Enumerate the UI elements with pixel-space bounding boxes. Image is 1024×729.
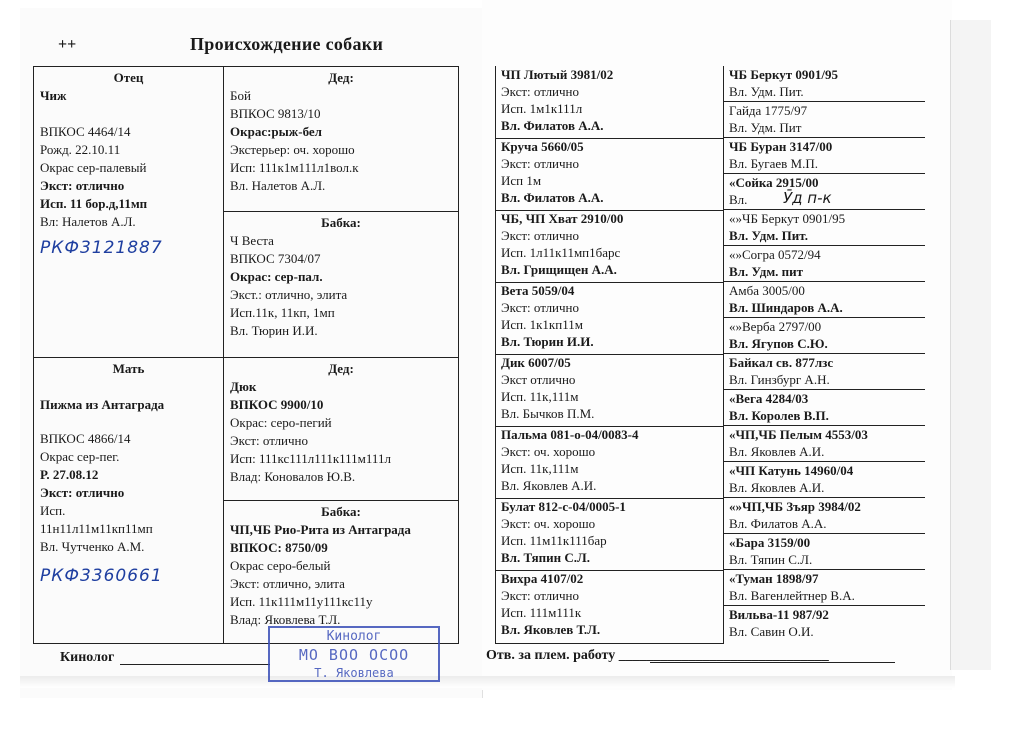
ggg-sire-name: «ЧП,ЧБ Пелым 4553/03 xyxy=(729,427,868,442)
grandmother-maternal-line: Исп. 11к111м11у111кс11у xyxy=(230,594,373,609)
father-line: Рожд. 22.10.11 xyxy=(40,142,121,157)
grandfather-paternal-line: ВПКОС 9813/10 xyxy=(230,106,321,121)
ggg-sire-owner: Вл. Удм. Пит. xyxy=(729,228,808,243)
great-grandparents-grid xyxy=(495,66,925,644)
gg-line: Вихра 4107/02 xyxy=(501,571,584,586)
father-line: Окрас сер-палевый xyxy=(40,160,147,175)
gg-line: Исп. 11к,111м xyxy=(501,461,579,476)
grid-bottom-border xyxy=(495,643,723,644)
father-heading: Отец xyxy=(113,70,144,85)
grandmother-paternal-line: ВПКОС 7304/07 xyxy=(230,251,321,266)
grandmother-maternal-heading: Бабка: xyxy=(321,504,361,519)
page-title: Происхождение собаки xyxy=(190,34,384,54)
gg-line: Исп. 111м111к xyxy=(501,605,582,620)
gg-line: Вл. Тюрин И.И. xyxy=(501,334,594,349)
gg-line: Вл. Бычков П.М. xyxy=(501,406,595,421)
grandmother-paternal-line: Вл. Тюрин И.И. xyxy=(230,323,318,338)
grandfather-paternal-line: Бой xyxy=(230,88,251,103)
grandfather-maternal-line: Экст: отлично xyxy=(230,433,309,448)
mother-line: Экст: отлично xyxy=(40,485,125,500)
ggg-dam-owner: Вл. Яковлев А.И. xyxy=(729,480,825,495)
grandfather-maternal-line: Окрас: серо-пегий xyxy=(230,415,332,430)
gg-line: Булат 812-с-04/0005-1 xyxy=(501,499,626,514)
grandfather-maternal-heading: Дед: xyxy=(328,361,354,376)
kinolog-signature-line xyxy=(120,664,270,665)
gg-line: Экст: оч. хорошо xyxy=(501,444,596,459)
gg-line: Исп 1м xyxy=(501,173,542,188)
mother-name: Пижма из Антаграда xyxy=(40,397,165,412)
ggg-sire-name: «»ЧБ Беркут 0901/95 xyxy=(729,211,846,226)
gg-line: Пальма 081-о-04/0083-4 xyxy=(501,427,639,442)
header-plus: ++ xyxy=(58,36,77,53)
handwritten-owner-icon: Ӯд п-к xyxy=(783,189,832,207)
grandmother-maternal-line: Влад: Яковлева Т.Л. xyxy=(230,612,341,627)
ggg-dam-name: Гайда 1775/97 xyxy=(729,103,808,118)
gg-line: Исп. 1м1к111л xyxy=(501,101,583,116)
father-line: Исп. 11 бор.д,11мп xyxy=(40,196,148,211)
gg-line: Вл. Тяпин С.Л. xyxy=(501,550,590,565)
page-edge xyxy=(950,20,991,670)
grandfather-paternal-heading: Дед: xyxy=(328,70,354,85)
ggg-sire-name: «Туман 1898/97 xyxy=(729,571,819,586)
gg-line: Исп. 11м11к111бар xyxy=(501,533,607,548)
gg-line: Круча 5660/05 xyxy=(501,139,584,154)
stamp-line: Т. Яковлева xyxy=(314,666,394,680)
grandfather-paternal-line: Исп: 111к1м111л1вол.к xyxy=(230,160,359,175)
ggg-sire-owner: Вл. Филатов А.А. xyxy=(729,516,827,531)
gg-line: Экст: отлично xyxy=(501,228,580,243)
ggg-sire-name: Амба 3005/00 xyxy=(729,283,805,298)
grandmother-paternal-heading: Бабка: xyxy=(321,215,361,230)
grandfather-maternal-line: Дюк xyxy=(230,379,257,394)
grandmother-maternal-cell xyxy=(223,500,459,644)
ggg-sire-owner: Вл. Бугаев М.П. xyxy=(729,156,819,171)
gg-line: Вл. Филатов А.А. xyxy=(501,118,604,133)
ggg-dam-name: «ЧП Катунь 14960/04 xyxy=(729,463,854,478)
grandmother-paternal-line: Ч Веста xyxy=(230,233,274,248)
gg-line: Исп. 1л11к11мп1барс xyxy=(501,245,621,260)
grandmother-paternal-cell xyxy=(223,211,459,358)
ggg-dam-owner: Вл. Савин О.И. xyxy=(729,624,814,639)
mother-line: 11н11л11м11кп11мп xyxy=(40,521,153,536)
ggg-sire-owner: Вл. Шиндаров А.А. xyxy=(729,300,843,315)
kennel-stamp xyxy=(268,626,440,682)
gg-row xyxy=(495,498,925,570)
mother-line: Исп. xyxy=(40,503,66,518)
grandmother-maternal-line: ЧП,ЧБ Рио-Рита из Антаграда xyxy=(230,522,411,537)
gg-line: Экст: отлично xyxy=(501,84,580,99)
grandfather-maternal-line: Влад: Коновалов Ю.В. xyxy=(230,469,356,484)
ggg-sire-owner: Вл. Яковлев А.И. xyxy=(729,444,825,459)
ggg-dam-name: Вильва-11 987/92 xyxy=(729,607,829,622)
father-line: ВПКОС 4464/14 xyxy=(40,124,131,139)
ggg-dam-owner: Вл. Ягупов С.Ю. xyxy=(729,336,828,351)
gg-row xyxy=(495,210,925,282)
gg-row xyxy=(495,426,925,498)
ggg-dam-name: «Вега 4284/03 xyxy=(729,391,809,406)
gg-line: Вл. Яковлев А.И. xyxy=(501,478,597,493)
ggg-dam-owner: Вл. Тяпин С.Л. xyxy=(729,552,813,567)
ggg-sire-name: ЧБ Буран 3147/00 xyxy=(729,139,833,154)
grandmother-paternal-line: Экст.: отлично, элита xyxy=(230,287,348,302)
ggg-sire-name: Байкал св. 877лзс xyxy=(729,355,834,370)
father-cell xyxy=(33,66,224,358)
father-handwritten-number: РКФ3121887 xyxy=(40,238,163,258)
ggg-dam-owner: Вл. Удм. пит xyxy=(729,264,804,279)
ggg-sire-owner: Вл. Гинзбург А.Н. xyxy=(729,372,830,387)
grandfather-paternal-cell xyxy=(223,66,459,212)
mother-line: ВПКОС 4866/14 xyxy=(40,431,131,446)
ggg-sire-name: «»ЧП,ЧБ Зъяр 3984/02 xyxy=(729,499,861,514)
gg-line: ЧП Лютый 3981/02 xyxy=(501,67,614,82)
ggg-dam-name: «»Согра 0572/94 xyxy=(729,247,821,262)
grandfather-maternal-line: ВПКОС 9900/10 xyxy=(230,397,324,412)
grandmother-maternal-line: Окрас серо-белый xyxy=(230,558,331,573)
grandmother-paternal-line: Окрас: сер-пал. xyxy=(230,269,323,284)
grandmother-maternal-line: ВПКОС: 8750/09 xyxy=(230,540,328,555)
ggg-sire-owner: Вл. Удм. Пит. xyxy=(729,84,804,99)
mother-line: Окрас сер-пег. xyxy=(40,449,120,464)
ggg-sire-name: ЧБ Беркут 0901/95 xyxy=(729,67,839,82)
grandfather-maternal-cell xyxy=(223,357,459,501)
page-bottom-shadow xyxy=(20,676,955,688)
stamp-line: МО ВОО ОСОО xyxy=(298,646,410,664)
gg-row xyxy=(495,570,925,644)
gg-line: Дик 6007/05 xyxy=(501,355,571,370)
gg-line: Экст отлично xyxy=(501,372,576,387)
mother-line: Вл. Чутченко А.М. xyxy=(40,539,145,554)
father-name: Чиж xyxy=(40,88,67,103)
gg-line: Вл. Филатов А.А. xyxy=(501,190,604,205)
mother-cell xyxy=(33,357,224,644)
ggg-dam-name: «»Верба 2797/00 xyxy=(729,319,822,334)
stamp-line: Кинолог xyxy=(326,629,382,644)
mother-line: Р. 27.08.12 xyxy=(40,467,99,482)
ggg-dam-owner: Вл. Удм. Пит xyxy=(729,120,802,135)
grandfather-maternal-line: Исп: 111кс111л111к111м111л xyxy=(230,451,391,466)
gg-line: Экст: оч. хорошо xyxy=(501,516,596,531)
father-line: Вл: Налетов А.Л. xyxy=(40,214,136,229)
grandmother-paternal-line: Исп.11к, 11кп, 1мп xyxy=(230,305,335,320)
gg-line: Вл. Яковлев Т.Л. xyxy=(501,622,601,637)
mother-handwritten-number: РКФ3360661 xyxy=(40,566,163,586)
gg-line: Экст: отлично xyxy=(501,588,580,603)
grandmother-maternal-line: Экст: отлично, элита xyxy=(230,576,345,591)
gg-line: ЧБ, ЧП Хват 2910/00 xyxy=(501,211,624,226)
ggg-dam-owner: Вл. Королев В.П. xyxy=(729,408,829,423)
mother-heading: Мать xyxy=(112,361,145,376)
father-line: Экст: отлично xyxy=(40,178,125,193)
grandfather-paternal-line: Окрас:рыж-бел xyxy=(230,124,322,139)
ggg-dam-name: «Бара 3159/00 xyxy=(729,535,811,550)
gg-row xyxy=(495,66,925,138)
gg-line: Исп. 11к,111м xyxy=(501,389,579,404)
gg-line: Экст: отлично xyxy=(501,156,580,171)
gg-row xyxy=(495,138,925,210)
ggg-sire-owner: Вл. Вагенлейтнер В.А. xyxy=(729,588,855,603)
ggg-dam-name: «Сойка 2915/00 xyxy=(729,175,819,190)
kinolog-label: Кинолог xyxy=(60,650,115,665)
grandfather-paternal-line: Вл. Налетов А.Л. xyxy=(230,178,326,193)
gg-line: Вл. Грищищен А.А. xyxy=(501,262,617,277)
gg-row xyxy=(495,282,925,354)
grandfather-paternal-line: Экстерьер: оч. хорошо xyxy=(230,142,355,157)
gg-row xyxy=(495,354,925,426)
ggg-dam-owner: Вл. xyxy=(729,192,748,207)
responsible-label: Отв. за плем. работу ______________________________ xyxy=(486,648,829,663)
gg-line: Экст: отлично xyxy=(501,300,580,315)
gg-line: Вета 5059/04 xyxy=(501,283,575,298)
responsible-signature-line xyxy=(650,662,895,663)
gg-line: Исп. 1к1кп11м xyxy=(501,317,583,332)
